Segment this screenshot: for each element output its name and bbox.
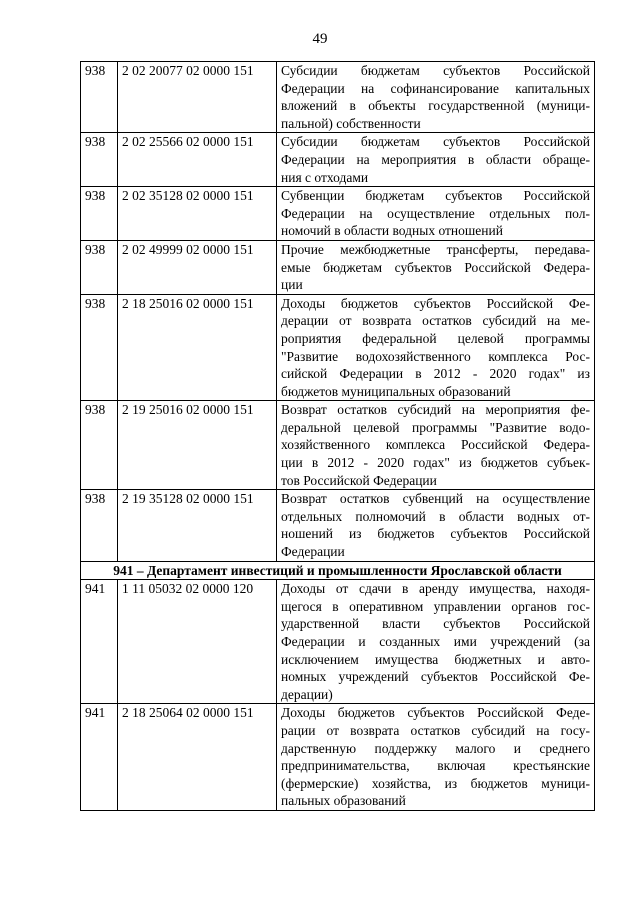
description-cell (277, 401, 595, 490)
admin-code-cell: 938 (81, 133, 118, 187)
description-line: Доходы бюджетов субъектов Российской Фе- (281, 295, 590, 311)
description-line: Субсидии бюджетам субъектов Российской (281, 63, 590, 78)
description-line: тов Российской Федерации (281, 472, 437, 488)
description-line: ния с отходами (281, 169, 369, 185)
admin-code-cell: 938 (81, 187, 118, 241)
description-cell (277, 62, 595, 133)
section-title: 941 – Департамент инвестиций и промышленности Ярославской области (81, 561, 595, 580)
table-row (81, 62, 595, 133)
revenue-code-cell: 2 02 35128 02 0000 151 (118, 187, 277, 241)
admin-code-cell: 941 (81, 704, 118, 811)
table-row (81, 490, 595, 561)
description-cell (277, 240, 595, 294)
description-line: сийской Федерации в 2012 - 2020 годах" из (281, 366, 590, 382)
table-row (81, 133, 595, 187)
description-line: "Развитие водохозяйственного комплекса Рос- (281, 348, 590, 364)
description-line: Субвенции бюджетам субъектов Российской (281, 188, 590, 204)
description-line: пальных образований (281, 793, 406, 809)
admin-code-cell: 941 (81, 580, 118, 704)
revenue-code-cell: 2 02 25566 02 0000 151 (118, 133, 277, 187)
description-line: Доходы бюджетов субъектов Российской Феде- (281, 705, 590, 721)
description-line: Прочие межбюджетные трансферты, передава- (281, 241, 590, 257)
description-line: бюджетов муниципальных образований (281, 383, 511, 399)
description-line: ции в 2012 - 2020 годах" из бюджетов субъек- (281, 455, 590, 471)
description-line: Федерации и созданных ими учреждений (за (281, 634, 590, 649)
description-cell (277, 133, 595, 187)
description-line: (фермерские) хозяйства, из бюджетов муници- (281, 775, 590, 791)
description-line: Возврат остатков субсидий на мероприятия фе- (281, 402, 590, 418)
revenue-code-cell: 2 02 20077 02 0000 151 (118, 62, 277, 133)
description-line: хозяйственного комплекса Российской Федера- (281, 437, 590, 453)
description-line: Федерации на осуществление отдельных пол- (281, 205, 590, 221)
table-body-938 (81, 62, 595, 562)
description-cell (277, 580, 595, 704)
description-line: предпринимательства, включая крестьянские (281, 758, 590, 774)
description-line: Возврат остатков субвенций на осуществление (281, 491, 590, 507)
table-body-941 (81, 580, 595, 811)
description-line: номочий в области водных отношений (281, 223, 503, 239)
table-row (81, 240, 595, 294)
section-941 (81, 561, 595, 580)
admin-code-cell: 938 (81, 490, 118, 561)
admin-code-cell: 938 (81, 401, 118, 490)
description-line: вложений в объекты государственной (муници- (281, 98, 590, 114)
table-row (81, 294, 595, 401)
revenue-code-cell: 1 11 05032 02 0000 120 (118, 580, 277, 704)
revenue-code-cell: 2 02 49999 02 0000 151 (118, 240, 277, 294)
description-line: Федерации на софинансирование капитальных (281, 80, 590, 96)
revenue-code-cell: 2 18 25064 02 0000 151 (118, 704, 277, 811)
description-line: Федерации на мероприятия в области обраще- (281, 151, 590, 167)
table-row (81, 704, 595, 811)
admin-code-cell: 938 (81, 62, 118, 133)
description-line: роприятия федеральной целевой программы (281, 330, 590, 346)
page-number: 49 (312, 31, 328, 47)
description-line: ношений из бюджетов субъектов Российской (281, 526, 590, 542)
description-line: пальной) собственности (281, 115, 421, 131)
revenue-code-cell: 2 18 25016 02 0000 151 (118, 294, 277, 401)
description-line: номных учреждений субъектов Российской Фе- (281, 669, 590, 685)
description-line: Федерации (281, 544, 345, 560)
table-row (81, 401, 595, 490)
admin-code-cell: 938 (81, 294, 118, 401)
revenue-codes-table (80, 61, 595, 811)
admin-code-cell: 938 (81, 240, 118, 294)
description-line: Доходы от сдачи в аренду имущества, находя- (281, 581, 590, 597)
description-line: ударственной власти субъектов Российской (281, 616, 590, 632)
description-line: дерации) (281, 686, 333, 702)
description-line: рации от возврата остатков субсидий на госу- (281, 722, 590, 738)
table-row (81, 580, 595, 704)
description-cell (277, 490, 595, 561)
revenue-code-cell: 2 19 35128 02 0000 151 (118, 490, 277, 561)
description-cell (277, 704, 595, 811)
description-line: емые бюджетам субъектов Российской Федера- (281, 259, 590, 275)
description-line: Субсидии бюджетам субъектов Российской (281, 134, 590, 150)
description-cell (277, 294, 595, 401)
description-line: деральной целевой программы "Развитие водо- (281, 419, 590, 435)
description-cell (277, 187, 595, 241)
revenue-code-cell: 2 19 25016 02 0000 151 (118, 401, 277, 490)
description-line: исключением имущества бюджетных и авто- (281, 651, 590, 667)
description-line: ции (281, 277, 303, 293)
description-line: дарственную поддержку малого и среднего (281, 740, 590, 756)
description-line: отдельных полномочий в области водных от- (281, 508, 590, 524)
description-line: щегося в оперативном управлении органов гос- (281, 598, 590, 614)
description-line: дерации от возврата остатков субсидий на ме- (281, 313, 590, 329)
section-header-row (81, 561, 595, 580)
table-row (81, 187, 595, 241)
